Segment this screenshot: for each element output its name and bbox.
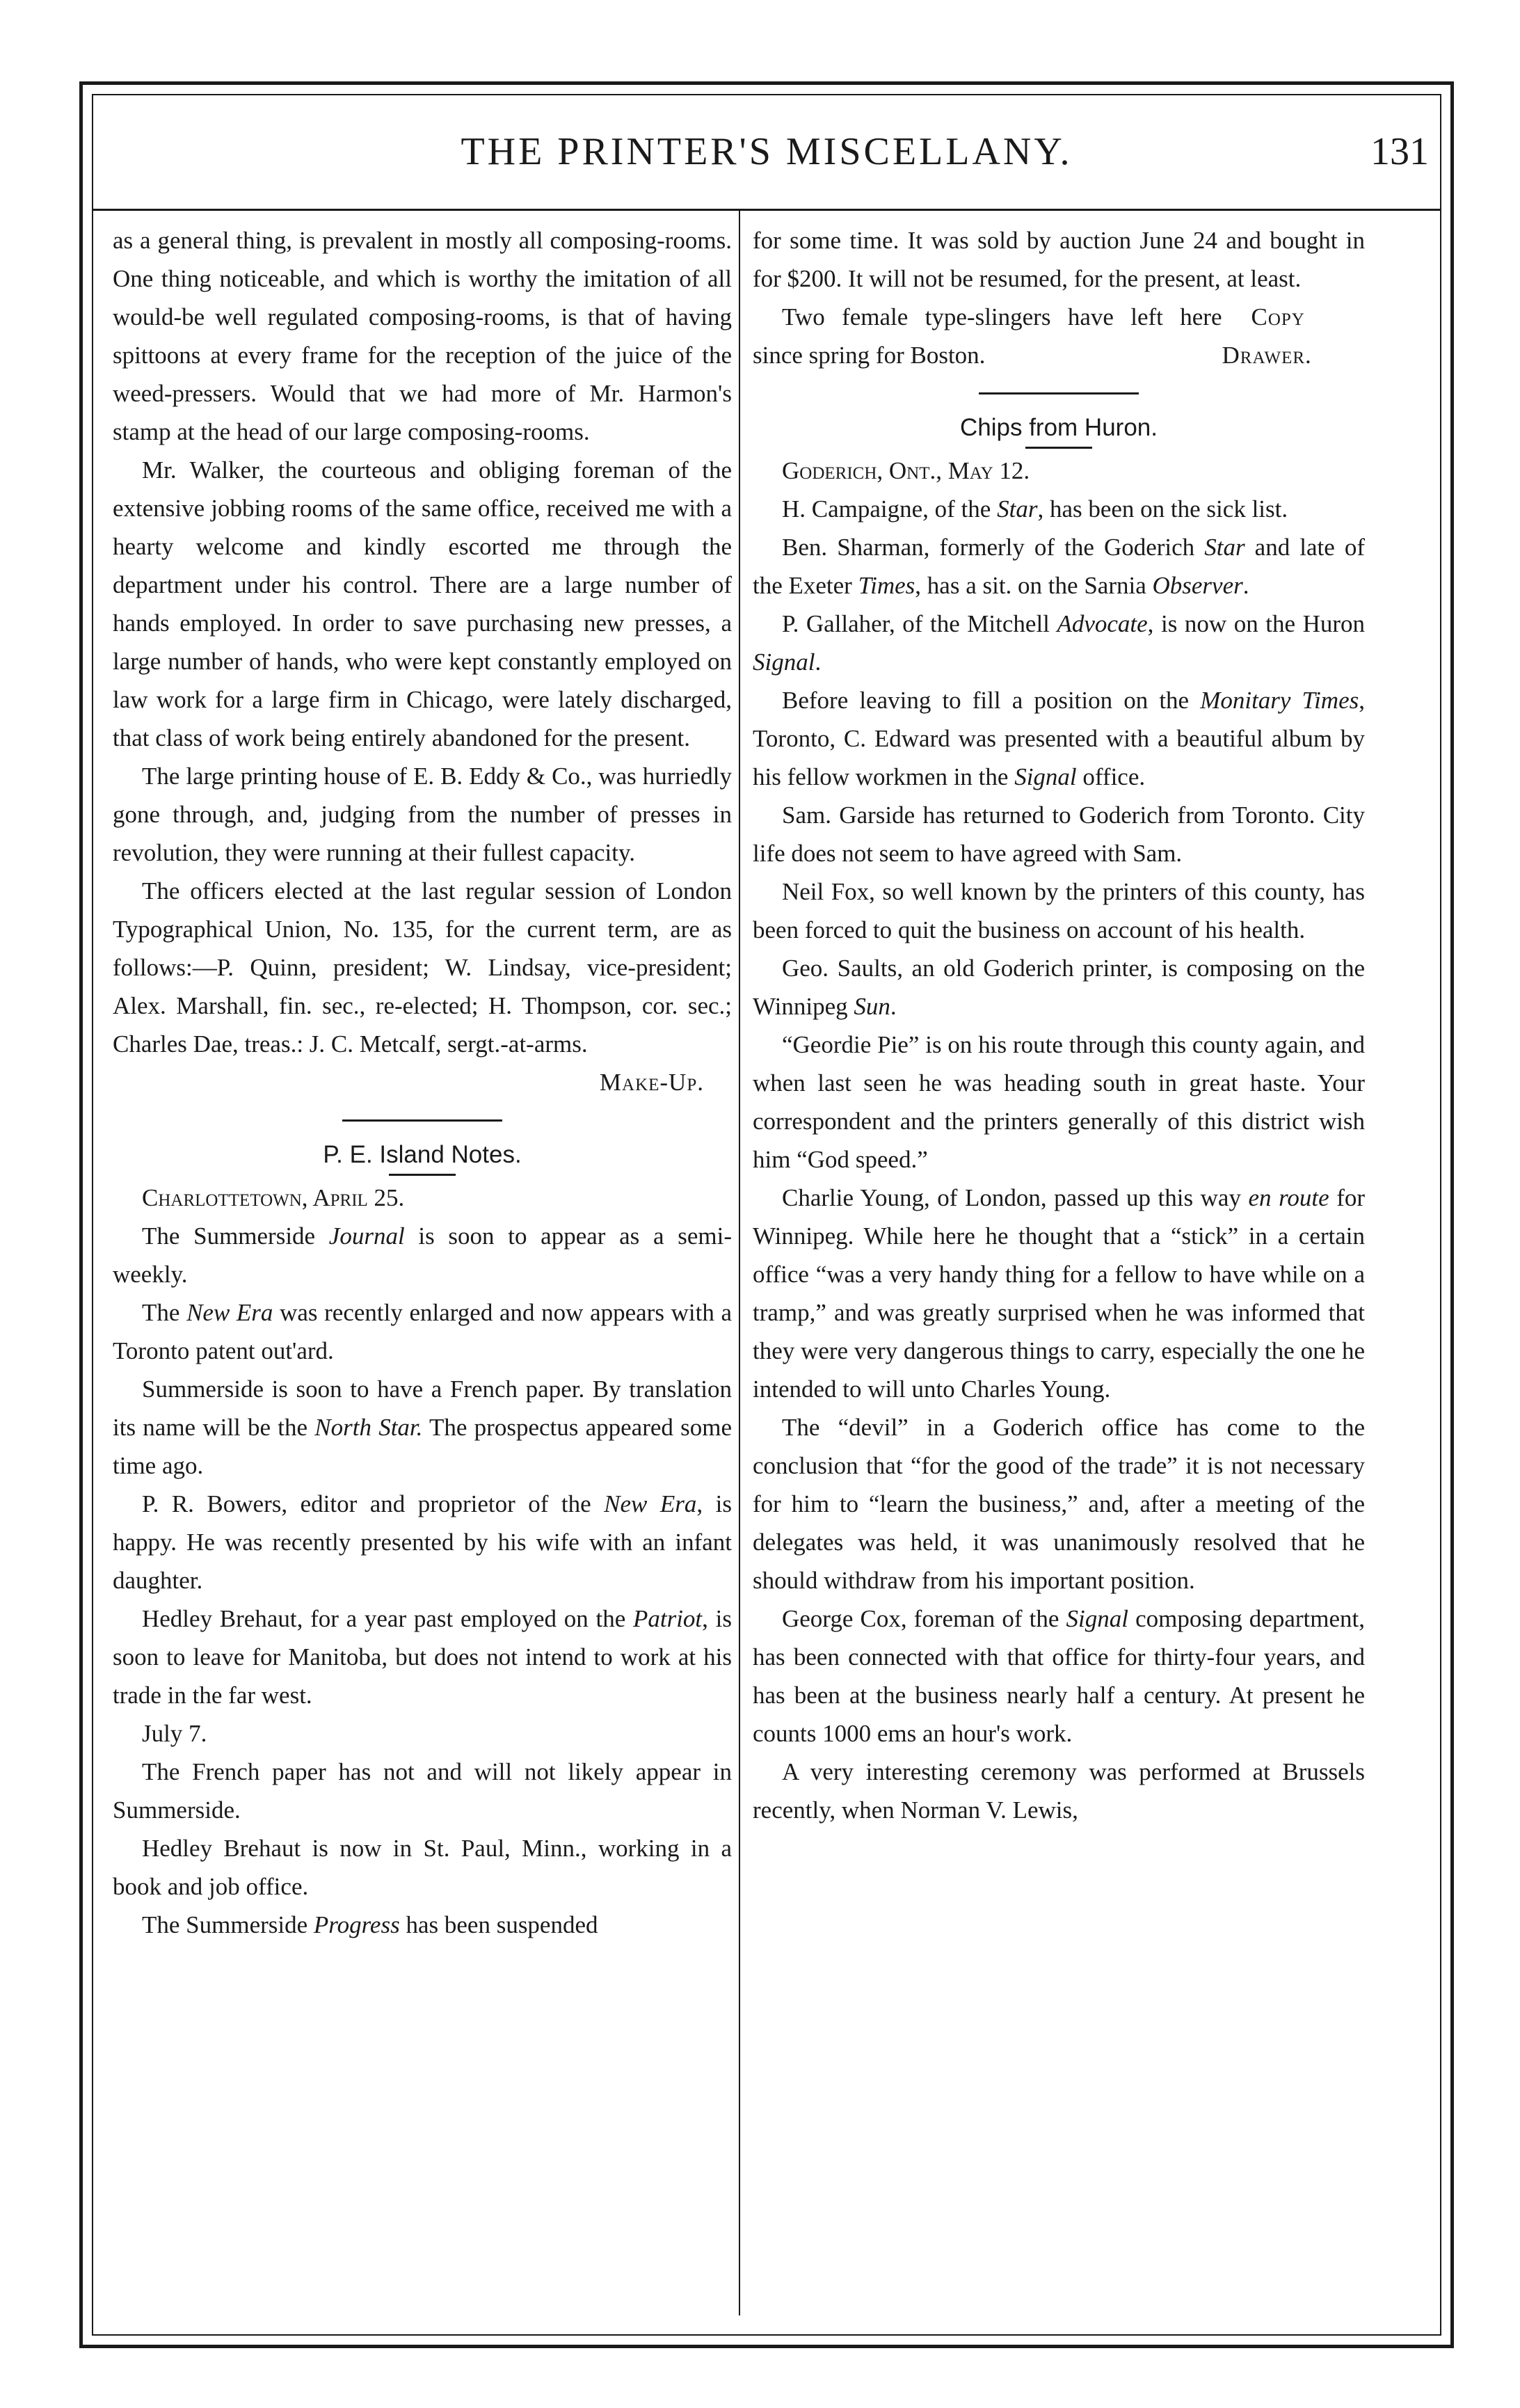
dateline: Charlottetown, April 25.: [142, 1184, 405, 1211]
paragraph: The “devil” in a Goderich office has come to the conclusion that “for the good of the trade” it is not necessary for him to “learn the business,” and, after a meeting of the delegates was held, it was unanimously resolved that he should withdraw from his important position.: [753, 1414, 1365, 1594]
signature-line: [113, 1063, 732, 1101]
signature: Copy Drawer.: [1222, 303, 1312, 369]
paragraph: The large printing house of E. B. Eddy & Co., was hurriedly gone through, and, judging from the number of presses in revolution, they were running at their fullest capacity.: [113, 763, 732, 866]
paragraph: Hedley Brehaut, for a year past employed on the Patriot, is soon to leave for Manitoba, but does not intend to work at his trade in the far west.: [113, 1605, 732, 1709]
paragraph: P. R. Bowers, editor and proprietor of the New Era, is happy. He was recently presented by his wife with an infant daughter.: [113, 1490, 732, 1594]
paragraph: Charlie Young, of London, passed up this way en route for Winnipeg. While here he thought that a “stick” in a certain office “was a very handy thing for a fellow to have while on a tramp,” and was greatly surprised when he was informed that they were very dangerous things to carry, especially the one he intended to will unto Charles Young.: [753, 1184, 1366, 1403]
paragraph: P. Gallaher, of the Mitchell Advocate, is now on the Huron Signal.: [753, 610, 1366, 676]
header-rule: [92, 209, 1441, 211]
section-heading: P. E. Island Notes.: [323, 1141, 522, 1168]
paragraph: for some time. It was sold by auction June 24 and bought in for $200. It will not be resumed, for the present, at least.: [753, 227, 1365, 292]
paragraph: Hedley Brehaut is now in St. Paul, Minn., working in a book and job office.: [113, 1835, 732, 1900]
right-column: [753, 221, 1365, 1829]
paragraph: Summerside is soon to have a French paper. By translation its name will be the North Star. The prospectus appeared some time ago.: [113, 1376, 732, 1479]
page-number: 131: [1370, 130, 1429, 173]
section-heading: Chips from Huron.: [960, 414, 1158, 441]
column-divider: [739, 211, 740, 2315]
paragraph: The officers elected at the last regular session of London Typographical Union, No. 135, for the current term, are as follows:—P. Quinn, president; W. Lindsay, vice-president; Alex. Marshall, fin. sec., re-elected; H. Thompson, cor. sec.; Charles Dae, treas.: J. C. Metcalf, sergt.-at-arms.: [113, 877, 732, 1058]
paragraph: George Cox, foreman of the Signal composing department, has been connected with that office for thirty-four years, and has been at the business nearly half a century. At present he counts 1000 ems an hour's work.: [753, 1605, 1365, 1747]
signature: Make-Up.: [599, 1069, 704, 1096]
paragraph: Geo. Saults, an old Goderich printer, is composing on the Winnipeg Sun.: [753, 955, 1365, 1020]
left-column: [113, 221, 732, 1944]
paragraph: The Summerside Journal is soon to appear as a semi-weekly.: [113, 1222, 732, 1288]
paragraph-with-signature: Two female type-slingers have left here since spring for Boston. Copy Drawer.: [753, 298, 1365, 374]
section-divider: [979, 392, 1139, 394]
paragraph: Mr. Walker, the courteous and obliging foreman of the extensive jobbing rooms of the same office, received me with a hearty welcome and kindly escorted me through the department under his control. There are a large number of hands employed. In order to save purchasing new presses, a large number of hands, who were kept constantly employed on law work for a large firm in Chicago, were lately discharged, that class of work being entirely abandoned for the present.: [113, 456, 732, 751]
running-header: [104, 122, 1429, 185]
paragraph: Neil Fox, so well known by the printers of this county, has been forced to quit the business on account of his health.: [753, 878, 1365, 943]
paragraph: A very interesting ceremony was performed at Brussels recently, when Norman V. Lewis,: [753, 1758, 1365, 1824]
paragraph: Ben. Sharman, formerly of the Goderich Star and late of the Exeter Times, has a sit. on the Sarnia Observer.: [753, 534, 1365, 599]
heading-rule: [389, 1174, 456, 1176]
paragraph: as a general thing, is prevalent in mostly all composing-rooms. One thing noticeable, and which is worthy the imitation of all would-be well regulated composing-rooms, is that of having spittoons at every frame for the reception of the juice of the weed-pressers. Would that we had more of Mr. Harmon's stamp at the head of our large composing-rooms.: [113, 227, 732, 445]
journal-title: THE PRINTER'S MISCELLANY.: [461, 130, 1073, 173]
paragraph: Sam. Garside has returned to Goderich from Toronto. City life does not seem to have agreed with Sam.: [753, 802, 1365, 867]
paragraph: H. Campaigne, of the Star, has been on the sick list.: [782, 495, 1288, 523]
dateline: Goderich, Ont., May 12.: [782, 457, 1030, 484]
heading-rule: [1025, 447, 1092, 449]
paragraph: “Geordie Pie” is on his route through this county again, and when last seen he was heading south in great haste. Your correspondent and the printers generally of this district wish him “God speed.”: [753, 1031, 1365, 1173]
paragraph: The French paper has not and will not likely appear in Summerside.: [113, 1758, 732, 1824]
paragraph: The New Era was recently enlarged and now appears with a Toronto patent out'ard.: [113, 1299, 732, 1364]
section-divider: [342, 1119, 502, 1122]
paragraph: Before leaving to fill a position on the Monitary Times, Toronto, C. Edward was presented with a beautiful album by his fellow workmen in the Signal office.: [753, 687, 1365, 790]
paragraph: The Summerside Progress has been suspended: [142, 1911, 598, 1938]
dateline: July 7.: [142, 1720, 207, 1747]
